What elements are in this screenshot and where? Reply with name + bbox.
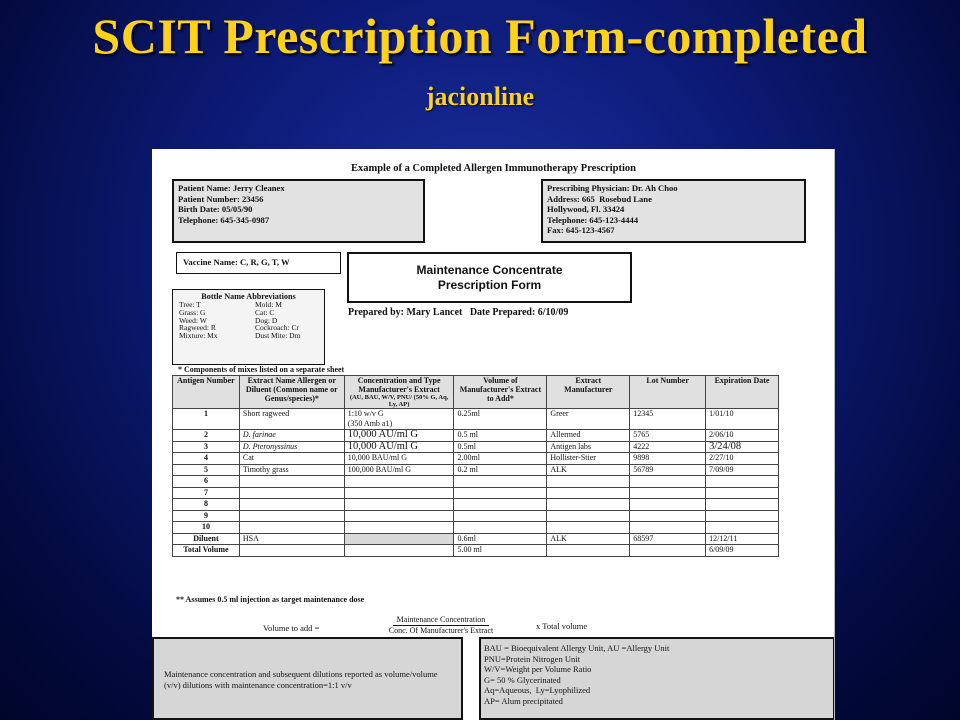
cell-expiration: 3/24/08 <box>706 441 779 453</box>
cell-expiration: 7/09/09 <box>706 464 779 476</box>
cell-expiration: 2/27/10 <box>706 453 779 465</box>
abbreviations-box <box>172 289 325 365</box>
header-concentration <box>344 376 454 409</box>
cell-antigen-number: 8 <box>173 499 240 511</box>
cell-antigen-number: 5 <box>173 464 240 476</box>
formula-numerator: Maintenance Concentration <box>393 615 490 626</box>
cell-volume: 5.00 ml <box>454 545 547 557</box>
prepared-by: Prepared by: Mary Lancet Date Prepared: 6/10/09 <box>348 307 569 318</box>
cell-concentration: 10,000 AU/ml G <box>344 441 454 453</box>
cell-lot: 4222 <box>630 441 706 453</box>
total-volume-row <box>173 545 779 557</box>
cell-expiration: 1/01/10 <box>706 409 779 430</box>
header-lot-number: Lot Number <box>630 376 706 409</box>
abbr-item: Mixture: Mx <box>179 331 218 341</box>
cell-volume: 0.5ml <box>454 441 547 453</box>
cell-lot: 5765 <box>630 430 706 442</box>
abbr-item: Cat: C <box>255 307 275 317</box>
cell-concentration <box>344 409 454 430</box>
cell-antigen-number: 4 <box>173 453 240 465</box>
cell-volume: 0.6ml <box>454 533 547 545</box>
patient-info-box: Patient Name: Jerry Cleanex Patient Number: 23456 Birth Date: 05/05/90 Telephone: 645-345-0987 <box>172 179 425 243</box>
cell-diluent-label: Diluent <box>173 533 240 545</box>
table-row <box>173 476 779 488</box>
cell-manufacturer: Allermed <box>547 430 630 442</box>
cell-concentration: 10,000 BAU/ml G <box>344 453 454 465</box>
header-antigen-number: Antigen Number <box>173 376 240 409</box>
cell-lot: 68597 <box>630 533 706 545</box>
page-edge <box>834 149 835 720</box>
cell-manufacturer: ALK <box>547 464 630 476</box>
physician-info-box: Prescribing Physician: Dr. Ah Choo Address: 665 Rosebud Lane Hollywood, Fl. 33424 Telephone: 645-123-4444 Fax: 645-123-4567 <box>541 179 806 243</box>
formula-fraction <box>341 615 541 636</box>
abbr-item: Dog: D <box>255 315 278 325</box>
abbr-item: Mold: M <box>255 300 282 309</box>
table-row <box>173 453 779 465</box>
header-expiration-date: Expiration Date <box>706 376 779 409</box>
cell-concentration: 10,000 AU/ml G <box>344 430 454 442</box>
cell-antigen-number: 7 <box>173 487 240 499</box>
cell-expiration: 12/12/11 <box>706 533 779 545</box>
cell-volume: 0.5 ml <box>454 430 547 442</box>
cell-extract: Cat <box>239 453 344 465</box>
cell-antigen-number: 6 <box>173 476 240 488</box>
abbr-item: Grass: G <box>179 307 206 317</box>
table-row <box>173 464 779 476</box>
cell-extract: Timothy grass <box>239 464 344 476</box>
document-heading: Example of a Completed Allergen Immunotherapy Prescription <box>350 163 637 174</box>
header-manufacturer: Extract Manufacturer <box>547 376 630 409</box>
cell-concentration: 100,000 BAU/ml G <box>344 464 454 476</box>
abbr-item: Tree: T <box>179 300 201 309</box>
cell-extract: D. farinae <box>239 430 344 442</box>
table-row <box>173 499 779 511</box>
abbreviations-title: Bottle Name Abbreviations <box>201 292 296 301</box>
table-row <box>173 441 779 453</box>
assumption-note: ** Assumes 0.5 ml injection as target maintenance dose <box>176 595 365 604</box>
cell-total-label: Total Volume <box>173 545 240 557</box>
abbr-item: Weed: W <box>179 315 207 325</box>
cell-volume: 0.2 ml <box>454 464 547 476</box>
vaccine-name: Vaccine Name: C, R, G, T, W <box>176 252 341 274</box>
formula-left: Volume to add = <box>263 623 320 633</box>
table-row <box>173 522 779 534</box>
header-concentration-units: (AU, BAU, W/V, PNU/ (50% G, Aq, Ly, AP) <box>349 394 449 408</box>
slide-title: SCIT Prescription Form-completed <box>92 8 868 64</box>
cell-extract: D. Pteronyssinus <box>239 441 344 453</box>
table-row <box>173 430 779 442</box>
components-note: * Components of mixes listed on a separate sheet <box>178 365 345 374</box>
cell-extract: Short ragweed <box>239 409 344 430</box>
cell-manufacturer: Antigen labs <box>547 441 630 453</box>
cell-expiration: 2/06/10 <box>706 430 779 442</box>
prescription-form-image <box>152 149 835 720</box>
diluent-row <box>173 533 779 545</box>
table-row <box>173 409 779 430</box>
slide-subtitle: jacionline <box>425 82 535 111</box>
form-title-box <box>347 252 632 303</box>
table-row <box>173 510 779 522</box>
cell-concentration-note: (350 Amb a1) <box>347 419 393 428</box>
header-concentration-label: Concentration and Type Manufacturer's Extract <box>357 376 441 394</box>
table-row <box>173 487 779 499</box>
header-volume: Volume of Manufacturer's Extract to Add* <box>454 376 547 409</box>
cell-concentration-value: 1:10 w/v G <box>347 409 384 418</box>
cell-antigen-number: 3 <box>173 441 240 453</box>
cell-manufacturer: ALK <box>547 533 630 545</box>
formula-right: x Total volume <box>536 621 588 631</box>
cell-lot: 12345 <box>630 409 706 430</box>
abbr-item: Dust Mite: Dm <box>255 331 301 341</box>
prescription-table <box>172 375 779 557</box>
abbr-item: Ragweed: R <box>179 323 216 333</box>
abbr-item: Cockroach: Cr <box>255 323 299 333</box>
cell-lot: 9898 <box>630 453 706 465</box>
cell-antigen-number: 2 <box>173 430 240 442</box>
formula-denominator: Conc. Of Manufacturer's Extract <box>388 626 494 635</box>
form-title-line2: Prescription Form <box>437 278 542 292</box>
units-legend: BAU = Bioequivalent Allergy Unit, AU =Allergy Unit PNU=Protein Nitrogen Unit W/V=Weight per Volume Ratio G= 50 % Glycerinated Aq=Aqueous, Ly=Lyophilized AP= Alum precipitated <box>479 637 835 720</box>
cell-lot: 56789 <box>630 464 706 476</box>
cell-expiration: 6/09/09 <box>706 545 779 557</box>
cell-manufacturer: Hollister-Stier <box>547 453 630 465</box>
header-extract-name: Extract Name Allergen or Diluent (Common name or Genus/species)* <box>239 376 344 409</box>
cell-antigen-number: 9 <box>173 510 240 522</box>
cell-manufacturer: Greer <box>547 409 630 430</box>
cell-extract: HSA <box>239 533 344 545</box>
cell-volume: 0.25ml <box>454 409 547 430</box>
cell-antigen-number: 10 <box>173 522 240 534</box>
dilution-note: Maintenance concentration and subsequent dilutions reported as volume/volume (v/v) dilutions with maintenance concentration=1:1 v/v <box>152 637 463 720</box>
form-title-line1: Maintenance Concentrate <box>416 263 563 277</box>
cell-antigen-number: 1 <box>173 409 240 430</box>
cell-volume: 2.00ml <box>454 453 547 465</box>
